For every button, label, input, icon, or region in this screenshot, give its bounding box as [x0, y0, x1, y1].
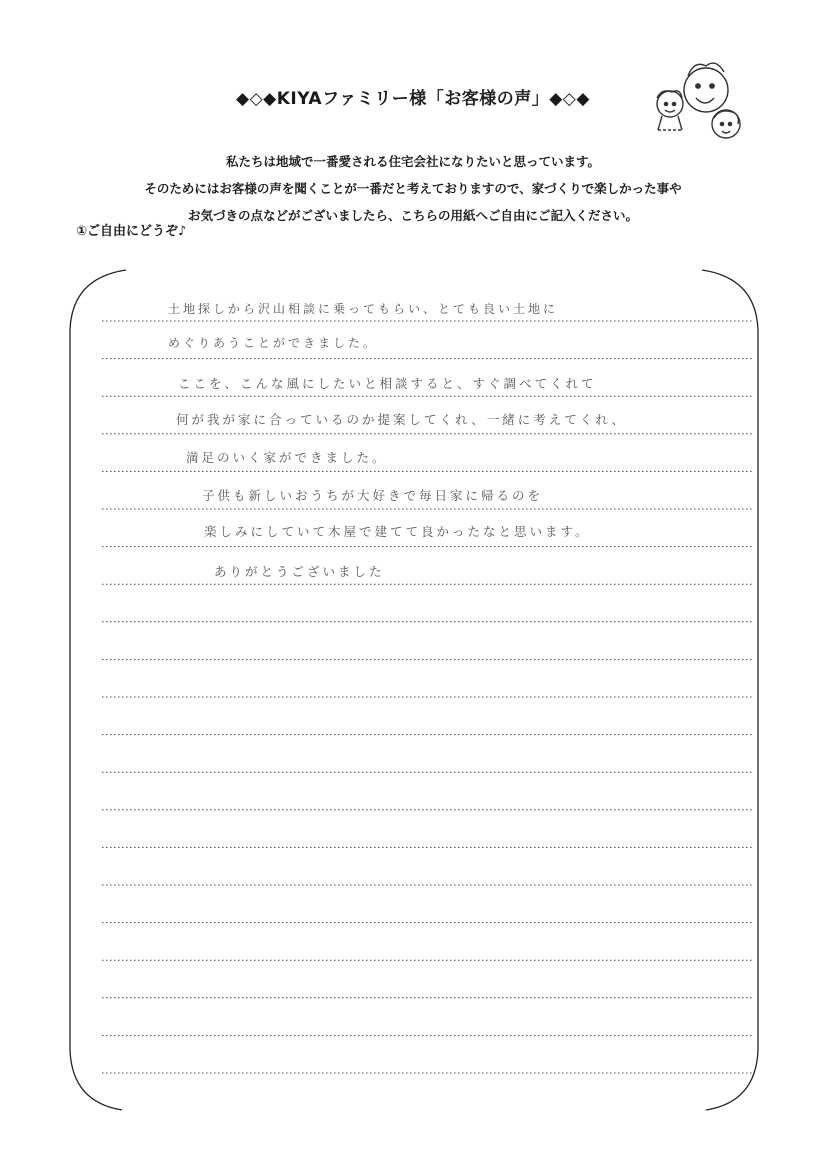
handwritten-line: 何が我が家に合っているのか提案してくれ、一緒に考えてくれ、 — [176, 412, 628, 427]
handwritten-line: ここを、こんな風にしたいと相談すると、すぐ調べてくれて — [178, 376, 597, 391]
intro-line: 私たちは地域で一番愛される住宅会社になりたいと思っています。 — [225, 154, 600, 169]
intro-line: そのためにはお客様の声を聞くことが一番だと考えておりますので、家づくりで楽しかった事や — [144, 181, 682, 196]
intro-line: お気づきの点などがございましたら、こちらの用紙へご自由にご記入ください。 — [187, 208, 638, 223]
section-heading: ①ご自由にどうぞ♪ — [76, 224, 187, 239]
handwritten-line: ありがとうございました — [214, 564, 385, 579]
family-mascot-illustration — [648, 52, 758, 152]
handwritten-line: 満足のいく家ができました。 — [186, 450, 388, 465]
intro-text — [0, 148, 826, 229]
handwritten-line: 土地探しから沢山相談に乗ってもらい、とても良い土地に めぐりあうことができました。 — [168, 302, 559, 350]
handwritten-line: 楽しみにしていて木屋で建てて良かったなと思います。 — [204, 524, 591, 539]
page-title: ◆◇◆KIYAファミリー様「お客様の声」◆◇◆ — [236, 89, 590, 109]
handwritten-line: 子供も新しいおうちが大好きで毎日家に帰るのを — [202, 488, 544, 503]
